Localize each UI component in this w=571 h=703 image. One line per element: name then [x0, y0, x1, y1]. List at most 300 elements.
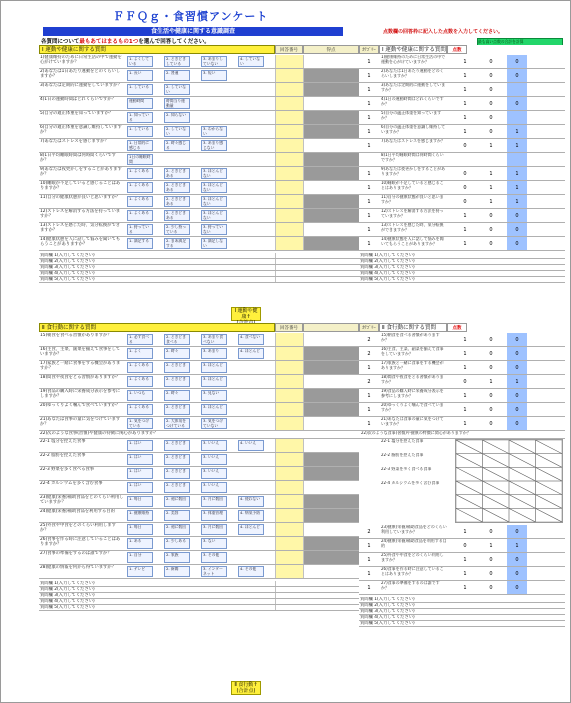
category-value: 1	[367, 143, 371, 149]
question-row	[39, 523, 359, 537]
score-value: 0	[489, 86, 493, 93]
question-text: 28)健康の情報を何から得ていますか？	[40, 565, 116, 570]
answer-input[interactable]	[275, 277, 303, 282]
question-text: 1)健康維持のために日常生活の中で運動を心がけていますか？	[40, 55, 122, 65]
answer-option[interactable]: 1. 知っている	[127, 112, 153, 123]
score-row	[359, 125, 565, 139]
answer-input[interactable]	[275, 599, 303, 604]
score-row	[359, 223, 565, 237]
score-value: 1	[489, 198, 493, 205]
score-value	[507, 111, 527, 124]
category-col-header-2: ｶﾃｺﾞﾘｰ	[359, 323, 379, 332]
score-question-text: 2)あなたは1日あたり運動をどのくらいしますか？	[381, 69, 444, 78]
answer-option[interactable]: 2. ときどきある	[164, 210, 190, 221]
answer-input[interactable]	[275, 55, 303, 68]
answer-input[interactable]	[275, 581, 303, 586]
score-col-header-2	[303, 323, 359, 332]
answer-option[interactable]: 2. 時々	[164, 390, 190, 401]
score-question-text: 12)ストレスを解消する方法を持っていますか？	[381, 209, 444, 218]
score-value: 1	[463, 86, 467, 93]
category-value: 1	[367, 73, 371, 79]
answer-option[interactable]: 2. ときどき	[164, 404, 190, 415]
score-row	[359, 581, 565, 595]
score-question-text: 6)自分の適正体重を意識し維持していますか？	[381, 125, 446, 134]
answer-option[interactable]: 1. よくある	[127, 362, 153, 373]
question-row	[39, 509, 359, 523]
answer-option[interactable]: 2. 普通	[164, 70, 190, 81]
score-value: 0	[463, 142, 467, 149]
score-value: 1	[507, 167, 527, 180]
score-cell	[303, 111, 359, 124]
question-text: 19)食品の購入時に栄養成分表示を参考にしますか？	[40, 389, 121, 399]
answer-option[interactable]: 1. 長い	[127, 70, 153, 81]
question-row	[39, 375, 359, 389]
question-text: 25)外食や中食をどのくらい利用しますか？	[40, 523, 116, 533]
score-value: 0	[489, 226, 493, 233]
question-row	[39, 389, 359, 403]
score-value: 0	[507, 553, 527, 566]
score-value: 0	[489, 58, 493, 65]
blank-row-label: 質問欄 3(入力してください)	[360, 265, 415, 270]
right-section2-header: Ⅱ 食行動に関する質問	[379, 323, 447, 332]
answer-option[interactable]: 3. インターネット	[201, 566, 227, 577]
category-value: 1	[367, 557, 371, 563]
answer-option[interactable]: 2. 大体気をつけている	[164, 418, 190, 429]
section1-header: Ⅰ 運動や健康に関する質問	[39, 45, 275, 54]
answer-option[interactable]: 2. 週に数回	[164, 524, 190, 535]
question-text: 24)健康(栄養)補助食品を利用する目的	[40, 509, 115, 514]
score-value: 1	[507, 139, 527, 152]
answer-option[interactable]: 4. 食べない	[238, 334, 264, 345]
answer-option[interactable]: 4. していない	[238, 56, 264, 67]
question-text: 5)自分の適正体重を知っていますか？	[40, 111, 114, 116]
score-row	[359, 195, 565, 209]
score-row	[359, 209, 565, 223]
answer-option[interactable]: 2. ときどきしている	[164, 56, 190, 67]
score-value: 0	[507, 581, 527, 594]
answer-option[interactable]: 1. ある	[127, 538, 153, 549]
blank-row	[39, 605, 359, 611]
answer-option[interactable]: 2. まあ満足する	[164, 238, 190, 249]
answer-option[interactable]: 2. 時々感じる	[164, 140, 190, 151]
answer-option[interactable]: 2. していない	[164, 126, 190, 137]
score-question-text: 23)健康(栄養)補助食品をどのくらい利用していますか？	[381, 525, 447, 534]
score-value: 0	[507, 403, 527, 416]
blank-row-label: 質問欄 5(入力してください)	[40, 277, 95, 282]
answer-option[interactable]: 2. 少しある	[164, 538, 190, 549]
question-row	[39, 467, 359, 481]
score-value: 0	[463, 184, 467, 191]
question-text: 23)健康(栄養)補助食品をどのくらい利用していますか？	[40, 495, 124, 505]
question-text: 2)あなたは1日あたり運動をどのくらいしますか？	[40, 69, 121, 79]
blank-row-label: 質問欄 5(入力してください)	[360, 621, 415, 626]
answer-input[interactable]	[275, 167, 303, 180]
answer-option[interactable]: 1. テレビ	[127, 566, 153, 577]
answer-option[interactable]: 3. いいえ	[201, 482, 227, 493]
score-value: 0	[463, 542, 467, 549]
category-value: 1	[367, 227, 371, 233]
answer-input[interactable]	[275, 439, 303, 452]
answer-option[interactable]: 2. していない	[164, 84, 190, 95]
answer-option[interactable]: 3. 気をつけていない	[201, 418, 227, 429]
answer-option[interactable]: 時間当り運動量	[164, 98, 190, 109]
blank-row-label: 質問欄 3(入力してください)	[40, 593, 95, 598]
answer-option[interactable]: 2. ときどき	[164, 440, 190, 451]
score-value: 0	[489, 528, 493, 535]
answer-option[interactable]: 3. あまり感じない	[201, 140, 227, 151]
question-text: 21)あなたは食事の量に気をつけていますか？	[40, 417, 121, 427]
answer-input[interactable]	[275, 259, 303, 264]
answer-option[interactable]: 1. よくある	[127, 376, 153, 387]
right-score-label: 点数	[447, 45, 467, 54]
answer-option[interactable]: 1. している	[127, 126, 153, 137]
answer-input[interactable]	[275, 593, 303, 598]
answer-option[interactable]: 4. 使わない	[238, 496, 264, 507]
answer-option[interactable]: 3. あまり	[201, 348, 227, 359]
answer-input[interactable]	[275, 375, 303, 388]
score-value: 1	[463, 100, 467, 107]
answer-input[interactable]	[275, 83, 303, 96]
score-value: 1	[489, 184, 493, 191]
answer-option[interactable]: 2. ときどきある	[164, 168, 190, 179]
score-cell	[303, 537, 359, 550]
answer-option[interactable]: 3. ほとんどない	[201, 210, 227, 221]
answer-option[interactable]: 2. ときどき	[164, 468, 190, 479]
answer-option[interactable]: 2. 知らない	[164, 112, 190, 123]
score-value: 0	[489, 364, 493, 371]
answer-option[interactable]: 3. 体重管理	[201, 510, 227, 521]
answer-option[interactable]: 2. 少し持っている	[164, 224, 190, 235]
score-value: 1	[463, 350, 467, 357]
answer-option[interactable]: 1. 必ず食べる	[127, 334, 153, 345]
answer-option[interactable]: 3. ほとんどない	[201, 182, 227, 193]
score-value: 0	[507, 223, 527, 236]
answer-input[interactable]	[275, 347, 303, 360]
question-text: 22-2 脂肪を控えた食事	[40, 453, 86, 458]
blank-row-label: 質問欄 1(入力してください)	[360, 253, 415, 258]
answer-col-header-2: 回答番号	[275, 323, 303, 332]
answer-option[interactable]: 3. 満足しない	[201, 238, 227, 249]
answer-option[interactable]: 3. ほとんど	[201, 404, 227, 415]
answer-option[interactable]: 1. よくある	[127, 196, 153, 207]
question-text: 7)あなたはストレスを感じますか？	[40, 139, 109, 144]
score-value: 0	[463, 170, 467, 177]
score-value: 0	[507, 97, 527, 110]
score-question-text: 17)家族と一緒に食事をする機会がありますか？	[381, 361, 444, 370]
score-value: 0	[507, 347, 527, 360]
answer-input[interactable]	[275, 481, 303, 494]
answer-option[interactable]: 1. よくある	[127, 168, 153, 179]
score-value: 1	[463, 212, 467, 219]
score-value: 0	[489, 100, 493, 107]
answer-option[interactable]: 1. している	[127, 84, 153, 95]
answer-input[interactable]	[275, 153, 303, 166]
category-col-header: ｶﾃｺﾞﾘｰ	[359, 45, 379, 54]
question-text: 22-4 カルシウムを多く含む食事	[40, 481, 103, 486]
answer-option[interactable]: 3. その他	[201, 552, 227, 563]
answer-option[interactable]: 2. 美容	[164, 510, 190, 521]
score-cell	[303, 523, 359, 536]
question-row	[39, 347, 359, 361]
answer-input[interactable]	[275, 403, 303, 416]
score-question-text: 3)あなたは定期的に運動をしていますか？	[381, 83, 446, 92]
score-row	[359, 403, 565, 417]
score-value: 0	[507, 55, 527, 68]
category-value: 2	[367, 337, 371, 343]
score-value: 0	[489, 212, 493, 219]
score-value: 1	[463, 420, 467, 427]
answer-option[interactable]: 1. 満足する	[127, 238, 153, 249]
score-question-text: 7)あなたはストレスを感じますか？	[381, 139, 445, 143]
answer-option[interactable]: 1. はい	[127, 440, 153, 451]
score-value: 1	[463, 570, 467, 577]
answer-input[interactable]	[275, 333, 303, 346]
score-value: 1	[489, 142, 493, 149]
answer-option[interactable]: 3. あまりしていない	[201, 56, 227, 67]
question-text: 17)家族と一緒に食事をする機会がありますか？	[40, 361, 121, 371]
answer-input[interactable]	[275, 537, 303, 550]
blank-row	[359, 621, 565, 627]
score-row	[359, 237, 565, 251]
score-cell	[303, 417, 359, 430]
category-value: 1	[367, 101, 371, 107]
score-value: 1	[507, 125, 527, 138]
score-value: 1	[489, 170, 493, 177]
answer-input[interactable]	[275, 111, 303, 124]
blank-row-label: 質問欄 3(入力してください)	[40, 265, 95, 270]
answer-input[interactable]	[275, 509, 303, 522]
score-value: 1	[463, 114, 467, 121]
score-value: 0	[489, 240, 493, 247]
score-value: 0	[489, 336, 493, 343]
score-row	[359, 553, 565, 567]
answer-input[interactable]	[275, 195, 303, 208]
answer-option[interactable]: 1. よくある	[127, 182, 153, 193]
answer-input[interactable]	[275, 253, 303, 258]
answer-option[interactable]: 2. ときどき食べる	[164, 334, 190, 345]
answer-option[interactable]: 1. はい	[127, 482, 153, 493]
category-value: 1	[367, 185, 371, 191]
question-row	[39, 97, 359, 111]
answer-input[interactable]	[275, 523, 303, 536]
score-question-text: 4)1日の運動時間はどれくらいですか？	[381, 97, 444, 106]
answer-input[interactable]	[275, 551, 303, 564]
answer-option[interactable]: 3. ほとんどない	[201, 168, 227, 179]
question-text: 14)健康状態を人に話して悩みを聞いてもらうことがありますか？	[40, 237, 121, 247]
answer-option[interactable]: 3. ほとんど	[201, 362, 227, 373]
answer-option[interactable]: 1. 自分	[127, 552, 153, 563]
score-question-text: 8)1日平均睡眠時間は何時間くらいですか？	[381, 153, 444, 162]
answer-input[interactable]	[275, 389, 303, 402]
question-row	[39, 153, 359, 167]
answer-option[interactable]: 3. 見ない	[201, 390, 227, 401]
answer-option[interactable]: 1. 健康維持	[127, 510, 153, 521]
answer-input[interactable]	[275, 587, 303, 592]
score-value: 0	[489, 128, 493, 135]
answer-option[interactable]: 1. はい	[127, 468, 153, 479]
answer-option[interactable]: 1. 持っている	[127, 224, 153, 235]
score-value: 1	[489, 378, 493, 385]
answer-option[interactable]: 1. はい	[127, 454, 153, 465]
question-row	[39, 209, 359, 223]
question-row	[39, 333, 359, 347]
score-value: 1	[507, 375, 527, 388]
score-cell	[303, 195, 359, 208]
score-cell	[303, 55, 359, 68]
answer-option[interactable]: 1. いつも	[127, 390, 153, 401]
note-row	[359, 431, 565, 439]
answer-option[interactable]: 2. 家族	[164, 552, 190, 563]
score-value: 1	[489, 542, 493, 549]
note-row	[39, 431, 359, 439]
score-cell	[303, 509, 359, 522]
blank-row-label: 質問欄 5(入力してください)	[40, 605, 95, 610]
question-row	[39, 223, 359, 237]
score-row	[359, 139, 565, 153]
score-value	[507, 153, 527, 166]
question-row	[39, 111, 359, 125]
blank-row-label: 質問欄 2(入力してください)	[40, 259, 95, 264]
answer-input[interactable]	[275, 467, 303, 480]
answer-input[interactable]	[275, 605, 303, 610]
answer-option[interactable]: 2. ときどき	[164, 376, 190, 387]
answer-input[interactable]	[275, 181, 303, 194]
question-row	[39, 565, 359, 579]
answer-option[interactable]: 2. 週に数回	[164, 496, 190, 507]
question-row	[39, 237, 359, 251]
answer-option[interactable]: 3. ほとんど	[201, 376, 227, 387]
answer-input[interactable]	[275, 139, 303, 152]
answer-option[interactable]: 4. 病気予防	[238, 510, 264, 521]
question-text: 22-1 塩分を控えた食事	[40, 439, 86, 444]
answer-input[interactable]	[275, 453, 303, 466]
question-row	[39, 55, 359, 69]
answer-option[interactable]: 3. いいえ	[201, 468, 227, 479]
score-row	[359, 539, 565, 553]
question-row	[39, 195, 359, 209]
answer-option[interactable]: 3. 短い	[201, 70, 227, 81]
category-value: 1	[367, 129, 371, 135]
answer-option[interactable]: 4. ほとんど	[238, 524, 264, 535]
score-cell	[303, 467, 359, 480]
answer-option[interactable]: 2. ときどきある	[164, 196, 190, 207]
answer-option[interactable]: 1. 毎日	[127, 524, 153, 535]
answer-input[interactable]	[275, 565, 303, 578]
answer-option[interactable]: 3. 月に数回	[201, 524, 227, 535]
score-row	[359, 567, 565, 581]
blank-row	[359, 277, 565, 283]
answer-option[interactable]: 1. よく	[127, 348, 153, 359]
answer-option[interactable]: 4. ほとんど	[238, 348, 264, 359]
answer-option[interactable]: 1. 日常的に感じる	[127, 140, 153, 151]
section2-right-panel	[359, 323, 565, 679]
category-value: 1	[367, 115, 371, 121]
section1-left-panel	[39, 45, 359, 305]
question-text: 10)睡眠が不足していると感じることはありますか？	[40, 181, 121, 191]
blank-row-label: 質問欄 2(入力してください)	[40, 587, 95, 592]
answer-option[interactable]: 1. 気をつけている	[127, 418, 153, 429]
score-cell	[303, 495, 359, 508]
score-cell	[303, 69, 359, 82]
right-section1-header: Ⅰ 運動や健康に関する質問	[379, 45, 447, 54]
answer-input[interactable]	[275, 237, 303, 250]
score-value	[455, 153, 475, 166]
category-value: 1	[367, 421, 371, 427]
answer-input[interactable]	[275, 223, 303, 236]
score-value: 1	[463, 364, 467, 371]
answer-option[interactable]: 2. ときどきある	[164, 182, 190, 193]
answer-option[interactable]: 2. ときどき	[164, 362, 190, 373]
score-cell	[303, 403, 359, 416]
score-value: 1	[463, 556, 467, 563]
answer-option[interactable]: 3. 持っていない	[201, 224, 227, 235]
answer-option[interactable]: 3. 月に数回	[201, 496, 227, 507]
score-question-text: 21)あなたは食事の量に気をつけていますか？	[381, 417, 444, 426]
score-cell	[303, 167, 359, 180]
score-row	[359, 525, 565, 539]
answer-option[interactable]: 2. 新聞	[164, 566, 190, 577]
answer-option[interactable]: 3. いいえ	[201, 454, 227, 465]
score-question-text: 14)健康状態を人に話して悩みを聞いてもらうことがありますか？	[381, 237, 444, 246]
answer-input[interactable]	[275, 417, 303, 430]
answer-option[interactable]: 4. いいえ	[238, 440, 264, 451]
answer-option[interactable]: 1日の睡眠時間	[127, 154, 153, 165]
category-value: 1	[367, 213, 371, 219]
score-question-text: 15)朝食を食べる習慣がありますか？	[381, 333, 440, 342]
answer-input[interactable]	[275, 265, 303, 270]
answer-input[interactable]	[275, 69, 303, 82]
answer-option[interactable]: 1. よくある	[127, 210, 153, 221]
question-row	[39, 167, 359, 181]
answer-option[interactable]: 3. あまり食べない	[201, 334, 227, 345]
checklist-question: 22-3 野菜を多く食べる食事	[381, 467, 432, 471]
score-question-text: 13)ストレスを感じた時、気分転換ができますか？	[381, 223, 444, 232]
answer-option[interactable]: 3. いいえ	[201, 440, 227, 451]
answer-option[interactable]: 3. わからない	[201, 126, 227, 137]
blank-row-label: 質問欄 2(入力してください)	[360, 603, 415, 608]
answer-option[interactable]: 2. ときどき	[164, 482, 190, 493]
answer-option[interactable]: 3. ない	[201, 538, 227, 549]
question-row	[39, 69, 359, 83]
score-value: 0	[489, 570, 493, 577]
answer-option[interactable]: 4. その他	[238, 566, 264, 577]
note-text: 22)次のような食事(習慣)や健康の特徴に関心がありますか？	[361, 431, 471, 435]
answer-option[interactable]: 1. よくしている	[127, 56, 153, 67]
answer-option[interactable]: 2. 時々	[164, 348, 190, 359]
answer-input[interactable]	[275, 125, 303, 138]
score-value: 0	[507, 361, 527, 374]
score-cell	[303, 551, 359, 564]
score-value: 0	[489, 72, 493, 79]
answer-input[interactable]	[275, 209, 303, 222]
answer-input[interactable]	[275, 271, 303, 276]
answer-option[interactable]: 1. 毎日	[127, 496, 153, 507]
answer-input[interactable]	[275, 495, 303, 508]
answer-option[interactable]: 3. ほとんどない	[201, 196, 227, 207]
score-value: 0	[489, 420, 493, 427]
blank-row-label: 質問欄 2(入力してください)	[360, 259, 415, 264]
score-cell	[303, 361, 359, 374]
answer-input[interactable]	[275, 97, 303, 110]
answer-option[interactable]: 1. よくある	[127, 404, 153, 415]
answer-option[interactable]: 運動時間	[127, 98, 153, 109]
score-row	[359, 333, 565, 347]
answer-input[interactable]	[275, 361, 303, 374]
question-row	[39, 495, 359, 509]
score-value: 0	[463, 378, 467, 385]
answer-option[interactable]: 2. ときどき	[164, 454, 190, 465]
section2-header: Ⅱ 食行動に関する質問	[39, 323, 275, 332]
